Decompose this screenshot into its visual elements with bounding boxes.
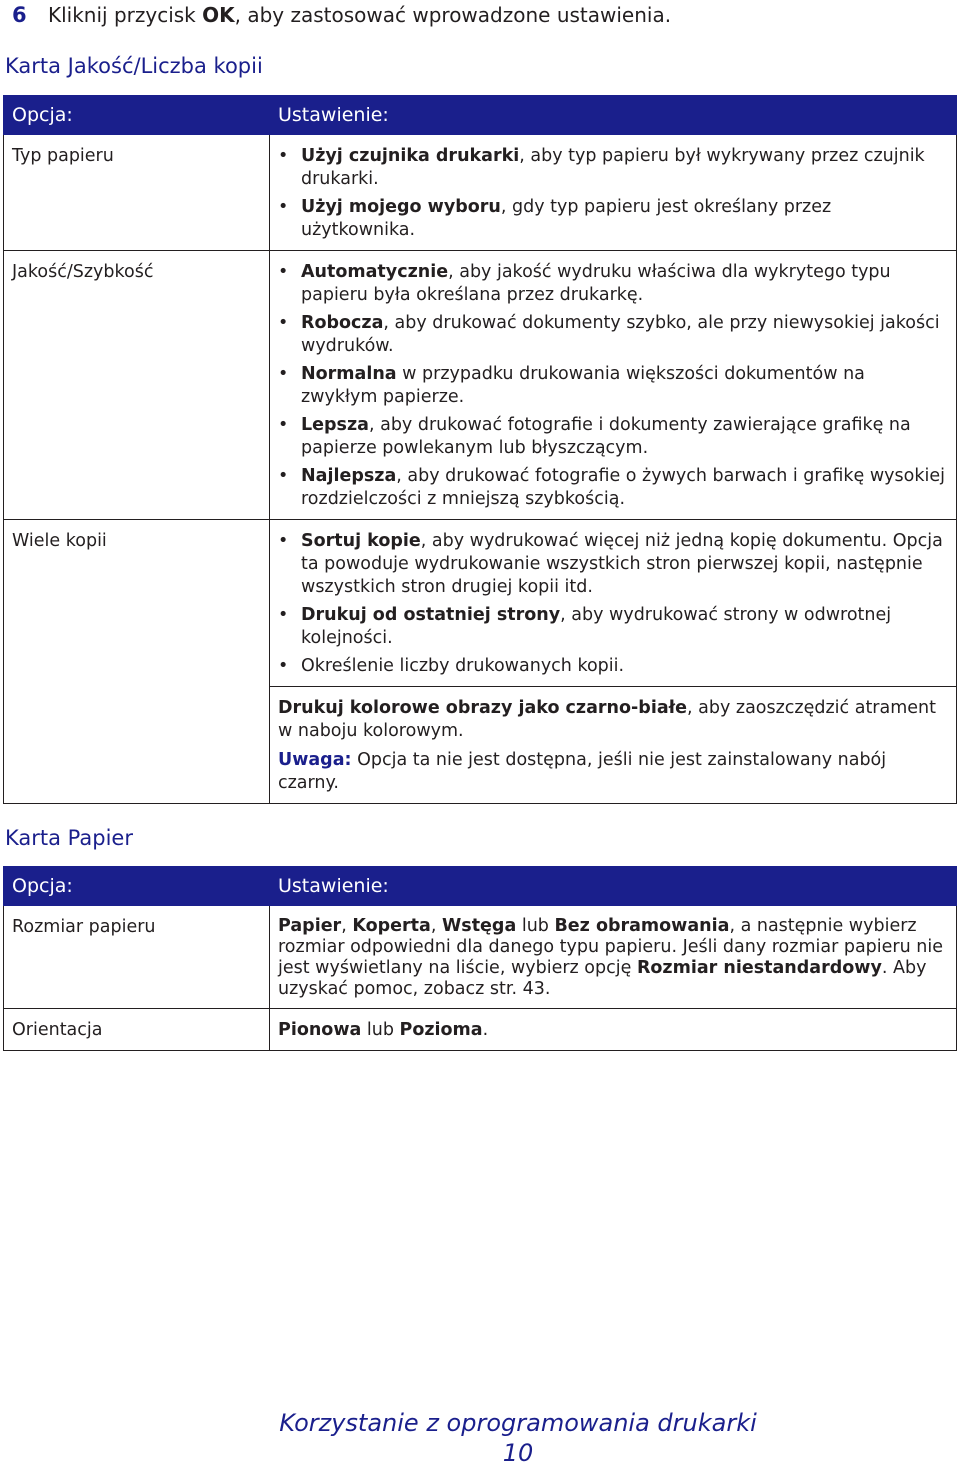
bullet-bold: Użyj czujnika drukarki [301,146,520,166]
step-text-post: , aby zastosować wprowadzone ustawienia. [234,3,672,27]
setting-cell [270,1009,957,1051]
bullet-bold: Robocza [301,313,384,333]
setting-cell [270,906,957,1009]
bullet-bold: Sortuj kopie [301,531,421,551]
bullet-bold: Lepsza [301,415,369,435]
header-setting: Ustawienie: [270,96,957,135]
bullet-bold: Automatycznie [301,262,449,282]
bullet-list [278,530,946,678]
bullet-list [278,145,946,242]
note-label: Uwaga: [278,750,352,770]
header-setting: Ustawienie: [270,867,957,906]
setting-text: . Aby uzyskać pomoc, zobacz str. 43. [278,958,927,999]
list-item [278,145,946,191]
note-paragraph [278,749,946,795]
bullet-bold: Normalna [301,364,397,384]
table-row [4,906,957,1009]
setting-text: , a następnie wybierz rozmiar odpowiedni dla danego typu papieru. Jeśli dany rozmiar papieru nie jest wyświetlany na liście, wybierz opcję [278,916,943,978]
bullet-text: , aby jakość wydruku właściwa dla wykrytego typu papieru była określana przez drukarkę. [301,262,891,305]
bullet-text: , aby drukować fotografie o żywych barwach i grafikę wysokiej rozdzielczości z mniejszą szybkością. [301,466,945,509]
paragraph-bold: Drukuj kolorowe obrazy jako czarno-białe [278,698,688,718]
option-paper: Papier [278,916,342,936]
section-title-quality: Karta Jakość/Liczba kopii [5,54,263,78]
setting-cell [270,135,957,251]
bullet-text: , aby wydrukować strony w odwrotnej kolejności. [301,605,892,648]
list-item [278,196,946,242]
section-title-paper: Karta Papier [5,826,133,850]
list-item [278,465,946,511]
step-number: 6 [12,3,27,27]
option-borderless: Bez obramowania [554,916,730,936]
text-sep: , [341,916,353,936]
bullet-list [278,261,946,511]
option-cell: Wiele kopii [4,520,270,804]
list-item [278,655,946,678]
option-landscape: Pozioma [399,1020,483,1040]
option-portrait: Pionowa [278,1020,362,1040]
step-instruction [12,2,671,28]
bullet-text: , aby drukować dokumenty szybko, ale przy niewysokiej jakości wydruków. [301,313,940,356]
list-item [278,414,946,460]
option-cell: Jakość/Szybkość [4,251,270,520]
bullet-text: , aby drukować fotografie i dokumenty zawierające grafikę na papierze powlekanym lub błyszczącym. [301,415,911,458]
footer-title: Korzystanie z oprogramowania drukarki [279,1409,757,1437]
option-custom-size: Rozmiar niestandardowy [636,958,882,978]
list-item [278,261,946,307]
bullet-text: w przypadku drukowania większości dokumentów na zwykłym papierze. [301,364,865,407]
table-header [4,867,957,906]
list-item [278,530,946,599]
bullet-bold: Użyj mojego wyboru [301,197,501,217]
setting-cell [270,687,957,804]
option-envelope: Koperta [352,916,431,936]
table-row [4,1009,957,1051]
table-row [4,251,957,520]
text-sep: , [430,916,442,936]
list-item [278,312,946,358]
bullet-text: , aby typ papieru był wykrywany przez czujnik drukarki. [301,146,925,189]
page-number: 10 [502,1439,534,1467]
step-text-bold: OK [202,3,235,27]
option-banner: Wstęga [441,916,517,936]
bullet-bold: Drukuj od ostatniej strony [301,605,561,625]
option-cell: Typ papieru [4,135,270,251]
list-item [278,604,946,650]
bullet-text: , gdy typ papieru jest określany przez użytkownika. [301,197,832,240]
table-header [4,96,957,135]
setting-cell [270,251,957,520]
header-option: Opcja: [4,96,270,135]
option-cell: Orientacja [4,1009,270,1051]
quality-options-table [3,95,957,804]
paragraph-text: , aby zaoszczędzić atrament w naboju kolorowym. [278,698,936,741]
step-text-pre: Kliknij przycisk [48,3,203,27]
bullet-text: Określenie liczby drukowanych kopii. [301,656,625,676]
text-sep: lub [361,1020,400,1040]
paper-options-table [3,866,957,1051]
header-option: Opcja: [4,867,270,906]
option-cell: Rozmiar papieru [4,906,270,1009]
list-item [278,363,946,409]
table-row [4,520,957,687]
paragraph-color-to-bw [278,697,946,743]
setting-cell [270,520,957,687]
text-sep: lub [516,916,555,936]
bullet-bold: Najlepsza [301,466,397,486]
table-row [4,135,957,251]
bullet-text: , aby wydrukować więcej niż jedną kopię dokumentu. Opcja ta powoduje wydrukowanie wszystkich stron pierwszej kopii, następnie wszystkich stron drugiej kopii itd. [301,531,943,597]
note-text: Opcja ta nie jest dostępna, jeśli nie jest zainstalowany nabój czarny. [278,750,887,793]
text-sep: . [482,1020,489,1040]
